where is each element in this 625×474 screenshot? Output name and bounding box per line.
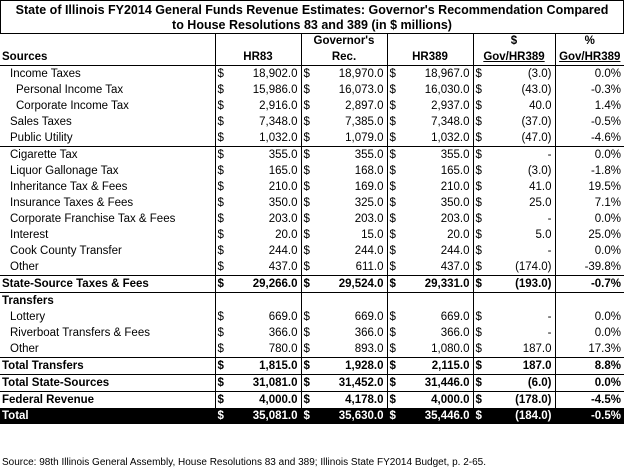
currency-symbol: $ [301,179,315,195]
cell-hr83: 203.0 [268,212,298,225]
cell-gov: 355.0 [315,147,387,164]
cell-pct: 0.0% [555,211,624,227]
currency-symbol: $ [301,325,315,341]
currency-symbol: $ [473,392,487,409]
cell-pct: 1.4% [555,98,624,114]
cell-gov: 31,452.0 [315,375,387,392]
currency-symbol: $ [387,82,401,98]
row-label: Transfers [0,293,215,310]
currency-symbol: $ [215,147,229,164]
row-label: Total Transfers [0,358,215,375]
currency-symbol: $ [301,211,315,227]
currency-symbol: $ [387,243,401,259]
row-label: Total [0,408,215,424]
table-row [0,375,624,392]
cell-gov: 325.0 [354,196,384,209]
currency-symbol: $ [301,408,315,424]
currency-symbol: $ [215,243,229,259]
table-row [0,341,624,358]
currency-symbol: $ [301,309,315,325]
currency-symbol: $ [387,392,401,409]
cell-hr389: 203.0 [440,212,470,225]
currency-symbol: $ [473,147,487,164]
currency-symbol: $ [387,408,401,424]
cell-diff: (184.0) [487,408,555,424]
table-row [0,392,624,409]
cell-diff: - [547,244,552,257]
cell-hr83: 29,266.0 [229,276,301,293]
cell-diff: (47.0) [521,131,552,144]
row-label: Corporate Income Tax [16,99,129,112]
row-label: Cigarette Tax [0,147,215,164]
row-label: Other [10,260,39,273]
table-title [0,0,624,34]
cell-hr389: 210.0 [440,180,470,193]
table-row [0,325,624,341]
cell-hr83: 7,348.0 [259,115,298,128]
header-percent-top: % [555,33,624,49]
table-row [0,243,624,259]
cell-pct: 17.3% [555,341,624,358]
cell-hr83: 15,986.0 [252,83,298,96]
revenue-table [0,33,624,424]
cell-hr389: 366.0 [440,326,470,339]
currency-symbol: $ [387,130,401,147]
header-dollar-bottom: Gov/HR389 [473,49,555,66]
currency-symbol: $ [215,195,229,211]
table-row [0,309,624,325]
cell-diff: 25.0 [529,196,552,209]
cell-hr83: 1,032.0 [259,131,298,144]
cell-hr389: 29,331.0 [401,276,473,293]
cell-diff: 187.0 [522,342,552,355]
cell-diff: - [547,212,552,225]
cell-hr83: 780.0 [268,342,298,355]
table-row [0,147,624,164]
row-label: Riverboat Transfers & Fees [10,326,150,339]
table-row [0,82,624,98]
cell-diff: (178.0) [487,392,555,409]
currency-symbol: $ [473,309,487,325]
currency-symbol: $ [387,227,401,243]
header-hr83: HR83 [215,49,301,66]
cell-gov: 1,928.0 [315,358,387,375]
cell-hr389: 7,348.0 [431,115,470,128]
currency-symbol: $ [301,358,315,375]
currency-symbol: $ [473,259,487,276]
cell-hr389: 31,446.0 [401,375,473,392]
row-label: Interest [10,228,49,241]
currency-symbol: $ [301,66,315,83]
currency-symbol: $ [301,243,315,259]
currency-symbol: $ [215,98,229,114]
row-label: Public Utility [10,131,73,144]
cell-hr83: 366.0 [268,326,298,339]
currency-symbol: $ [473,358,487,375]
cell-hr83: 35,081.0 [229,408,301,424]
cell-diff: (37.0) [521,115,552,128]
row-label: Lottery [10,310,46,323]
cell-diff: (193.0) [487,276,555,293]
cell-pct: 0.0% [555,309,624,325]
currency-symbol: $ [215,259,229,276]
cell-hr83: 4,000.0 [229,392,301,409]
currency-symbol: $ [473,195,487,211]
cell-gov: 168.0 [354,164,384,177]
empty-cell [473,293,555,310]
cell-diff: 41.0 [529,180,552,193]
currency-symbol: $ [473,325,487,341]
cell-diff: 40.0 [529,99,552,112]
cell-pct: 0.0% [555,325,624,341]
currency-symbol: $ [473,375,487,392]
currency-symbol: $ [301,98,315,114]
header-dollar-top: $ [473,33,555,49]
currency-symbol: $ [215,276,229,293]
currency-symbol: $ [473,66,487,83]
table-row [0,259,624,276]
cell-hr389: 2,115.0 [401,358,473,375]
table-row [0,211,624,227]
empty-cell [215,293,301,310]
cell-hr389: 18,967.0 [424,67,470,80]
cell-diff: - [547,326,552,339]
row-label: Income Taxes [10,67,81,80]
cell-diff: (43.0) [521,83,552,96]
table-row [0,358,624,375]
currency-symbol: $ [215,408,229,424]
currency-symbol: $ [387,358,401,375]
table-row [0,163,624,179]
currency-symbol: $ [473,341,487,358]
currency-symbol: $ [387,163,401,179]
table-row [0,179,624,195]
currency-symbol: $ [387,309,401,325]
currency-symbol: $ [301,276,315,293]
currency-symbol: $ [301,82,315,98]
cell-hr389: 2,937.0 [431,99,470,112]
cell-hr389: 669.0 [440,310,470,323]
cell-hr83: 1,815.0 [229,358,301,375]
cell-pct: 19.5% [555,179,624,195]
cell-hr389: 4,000.0 [401,392,473,409]
cell-pct: -0.5% [555,408,624,424]
currency-symbol: $ [387,211,401,227]
currency-symbol: $ [473,408,487,424]
cell-diff: 187.0 [487,358,555,375]
cell-hr389: 1,032.0 [431,131,470,144]
currency-symbol: $ [301,130,315,147]
cell-gov: 1,079.0 [345,131,384,144]
header-governor-bottom: Rec. [301,49,387,66]
cell-gov: 4,178.0 [315,392,387,409]
cell-gov: 169.0 [354,180,384,193]
currency-symbol: $ [473,179,487,195]
cell-pct: -4.5% [555,392,624,409]
cell-hr389: 20.0 [447,228,470,241]
cell-gov: 18,970.0 [338,67,384,80]
cell-diff: - [487,147,555,164]
cell-pct: -0.7% [555,276,624,293]
cell-diff: - [547,310,552,323]
currency-symbol: $ [473,82,487,98]
currency-symbol: $ [387,341,401,358]
currency-symbol: $ [301,163,315,179]
cell-pct: 0.0% [555,375,624,392]
currency-symbol: $ [215,130,229,147]
cell-hr389: 1,080.0 [431,342,470,355]
currency-symbol: $ [215,211,229,227]
currency-symbol: $ [215,163,229,179]
currency-symbol: $ [387,66,401,83]
currency-symbol: $ [387,259,401,276]
cell-gov: 7,385.0 [345,115,384,128]
currency-symbol: $ [215,82,229,98]
cell-hr389: 437.0 [440,260,470,273]
cell-hr83: 350.0 [268,196,298,209]
header-percent-bottom: Gov/HR389 [555,49,624,66]
row-label: Inheritance Tax & Fees [10,180,128,193]
cell-pct: 0.0% [555,243,624,259]
currency-symbol: $ [301,147,315,164]
header-hr389: HR389 [387,49,473,66]
currency-symbol: $ [301,375,315,392]
cell-pct: -0.3% [555,82,624,98]
cell-gov: 16,073.0 [338,83,384,96]
cell-hr83: 244.0 [268,244,298,257]
header-sources: Sources [2,50,48,63]
cell-pct: 0.0% [555,66,624,83]
currency-symbol: $ [473,130,487,147]
table-row [0,66,624,83]
cell-gov: 15.0 [361,228,384,241]
currency-symbol: $ [301,341,315,358]
cell-hr83: 31,081.0 [229,375,301,392]
row-label: Total State-Sources [0,375,215,392]
cell-gov: 669.0 [354,310,384,323]
cell-diff: 5.0 [535,228,552,241]
currency-symbol: $ [301,114,315,130]
cell-diff: (3.0) [527,164,552,177]
currency-symbol: $ [473,227,487,243]
cell-hr389: 35,446.0 [401,408,473,424]
source-note: Source: 98th Illinois General Assembly, House Resolutions 83 and 389; Illinois State FY2014 Budget, p. 2-65. [2,457,486,468]
row-label: Federal Revenue [0,392,215,409]
table-row [0,195,624,211]
header-row-bottom [0,49,624,66]
cell-pct: 25.0% [555,227,624,243]
cell-gov: 366.0 [354,326,384,339]
currency-symbol: $ [473,98,487,114]
currency-symbol: $ [215,309,229,325]
row-label: Liquor Gallonage Tax [10,164,119,177]
title-line-2: to House Resolutions 83 and 389 (in $ millions) [172,18,452,32]
cell-diff: (174.0) [515,260,552,273]
cell-hr83: 210.0 [268,180,298,193]
cell-hr389: 350.0 [440,196,470,209]
table-row [0,227,624,243]
table-row [0,293,624,310]
empty-cell [301,293,387,310]
cell-pct: 7.1% [555,195,624,211]
empty-cell [555,293,624,310]
header-governor-top: Governor's [301,33,387,49]
currency-symbol: $ [473,243,487,259]
currency-symbol: $ [215,66,229,83]
currency-symbol: $ [387,179,401,195]
cell-gov: 2,897.0 [345,99,384,112]
currency-symbol: $ [387,114,401,130]
currency-symbol: $ [473,163,487,179]
cell-hr389: 16,030.0 [424,83,470,96]
currency-symbol: $ [215,179,229,195]
currency-symbol: $ [387,147,401,164]
cell-hr83: 20.0 [275,228,298,241]
cell-hr83: 437.0 [268,260,298,273]
currency-symbol: $ [387,375,401,392]
row-label: Cook County Transfer [10,244,122,257]
cell-hr83: 2,916.0 [259,99,298,112]
row-label: Personal Income Tax [16,83,124,96]
cell-gov: 244.0 [354,244,384,257]
cell-gov: 893.0 [354,342,384,355]
currency-symbol: $ [301,392,315,409]
currency-symbol: $ [215,358,229,375]
currency-symbol: $ [301,227,315,243]
table-row [0,114,624,130]
currency-symbol: $ [215,341,229,358]
cell-pct: -1.8% [555,163,624,179]
cell-pct: -39.8% [555,259,624,276]
cell-pct: 8.8% [555,358,624,375]
currency-symbol: $ [215,392,229,409]
cell-pct: -0.5% [555,114,624,130]
cell-hr83: 355.0 [229,147,301,164]
currency-symbol: $ [215,114,229,130]
cell-pct: 0.0% [555,147,624,164]
cell-hr83: 18,902.0 [252,67,298,80]
table-row [0,98,624,114]
row-label: State-Source Taxes & Fees [0,276,215,293]
row-label: Other [10,342,39,355]
row-label: Insurance Taxes & Fees [10,196,134,209]
table-row [0,130,624,147]
cell-diff: (3.0) [527,67,552,80]
cell-hr389: 355.0 [401,147,473,164]
currency-symbol: $ [473,114,487,130]
table-row [0,276,624,293]
currency-symbol: $ [215,227,229,243]
cell-pct: -4.6% [555,130,624,147]
currency-symbol: $ [301,259,315,276]
currency-symbol: $ [387,195,401,211]
empty-cell [387,293,473,310]
currency-symbol: $ [387,98,401,114]
currency-symbol: $ [301,195,315,211]
cell-gov: 611.0 [355,260,384,273]
currency-symbol: $ [473,276,487,293]
row-label: Corporate Franchise Tax & Fees [10,212,176,225]
cell-hr83: 165.0 [268,164,298,177]
currency-symbol: $ [215,325,229,341]
cell-hr83: 669.0 [268,310,298,323]
title-line-1: State of Illinois FY2014 General Funds Revenue Estimates: Governor's Recommendation Compared [15,3,609,17]
cell-hr389: 165.0 [440,164,470,177]
cell-gov: 29,524.0 [315,276,387,293]
currency-symbol: $ [387,325,401,341]
currency-symbol: $ [387,276,401,293]
table-row [0,408,624,424]
cell-diff: (6.0) [487,375,555,392]
currency-symbol: $ [473,211,487,227]
cell-gov: 35,630.0 [315,408,387,424]
cell-gov: 203.0 [354,212,384,225]
header-row-top [0,33,624,49]
row-label: Sales Taxes [10,115,72,128]
cell-hr389: 244.0 [440,244,470,257]
currency-symbol: $ [215,375,229,392]
